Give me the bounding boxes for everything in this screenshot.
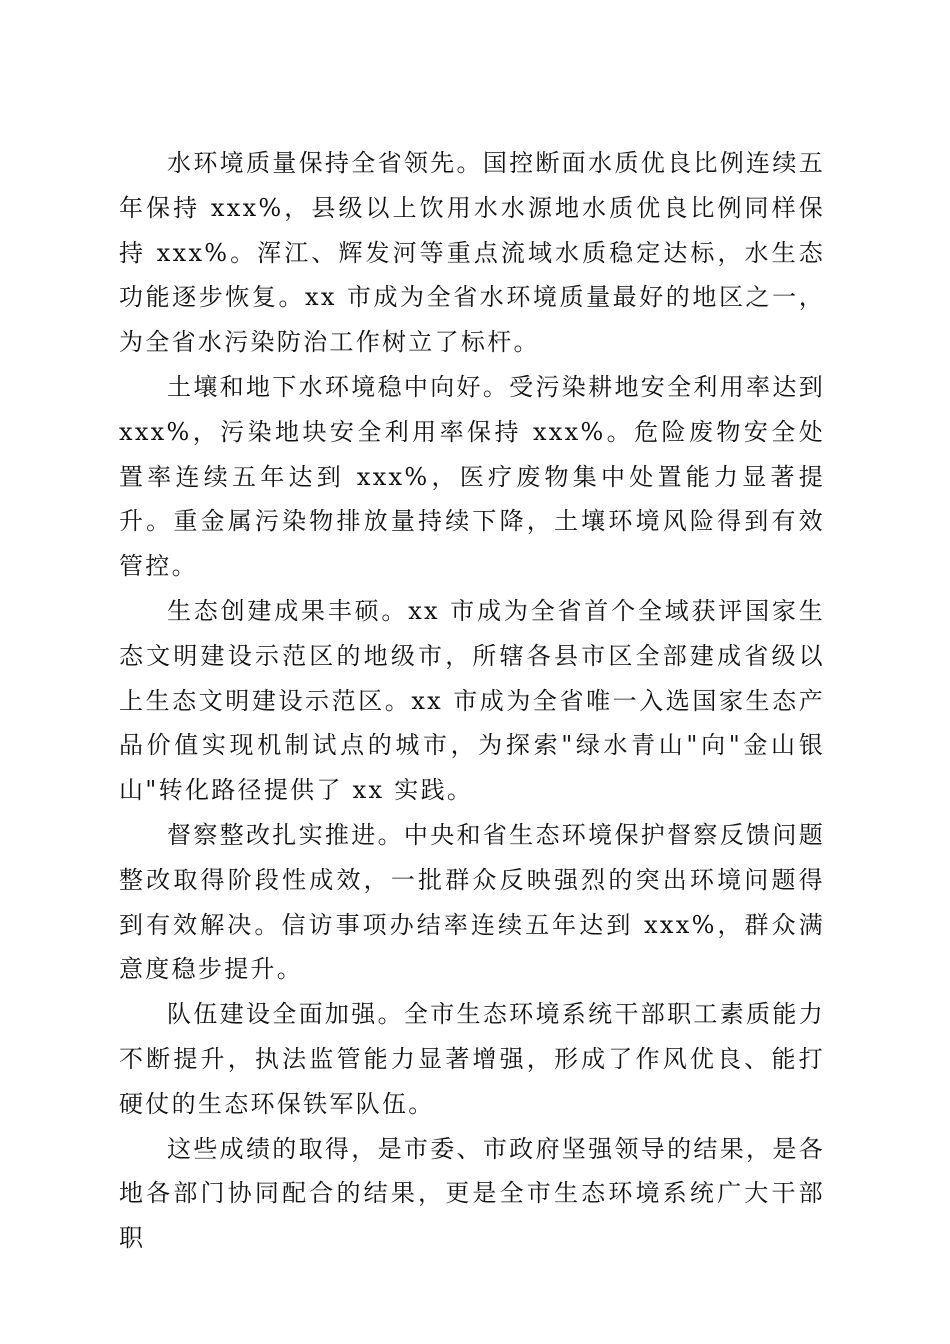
paragraph-achievements-summary: 这些成绩的取得，是市委、市政府坚强领导的结果，是各地各部门协同配合的结果，更是全市生态环境系统广大干部职 xyxy=(119,1134,825,1253)
paragraph-eco-construction: 生态创建成果丰硕。xx 市成为全省首个全域获评国家生态文明建设示范区的地级市，所辖各县市区全部建成省级以上生态文明建设示范区。xx 市成为全省唯一入选国家生态产品价值实现机制试点的城市，为探索"绿水青山"向"金山银山"转化路径提供了 xx 实践。 xyxy=(119,596,825,805)
paragraph-team-building: 队伍建设全面加强。全市生态环境系统干部职工素质能力不断提升，执法监管能力显著增强，形成了作风优良、能打硬仗的生态环保铁军队伍。 xyxy=(119,1000,825,1118)
paragraph-inspection-rectification: 督察整改扎实推进。中央和省生态环境保护督察反馈问题整改取得阶段性成效，一批群众反映强烈的突出环境问题得到有效解决。信访事项办结率连续五年达到 xxx%，群众满意度稳步提升。 xyxy=(119,820,825,984)
paragraph-water-environment: 水环境质量保持全省领先。国控断面水质优良比例连续五年保持 xxx%，县级以上饮用水水源地水质优良比例同样保持 xxx%。浑江、辉发河等重点流域水质稳定达标，水生态功能逐步恢复。xx 市成为全省水环境质量最好的地区之一，为全省水污染防治工作树立了标杆。 xyxy=(119,149,825,357)
document-body xyxy=(119,141,825,1261)
paragraph-soil-groundwater: 土壤和地下水环境稳中向好。受污染耕地安全利用率达到 xxx%，污染地块安全利用率保持 xxx%。危险废物安全处置率连续五年达到 xxx%，医疗废物集中处置能力显著提升。重金属污染物排放量持续下降，土壤环境风险得到有效管控。 xyxy=(119,372,825,581)
